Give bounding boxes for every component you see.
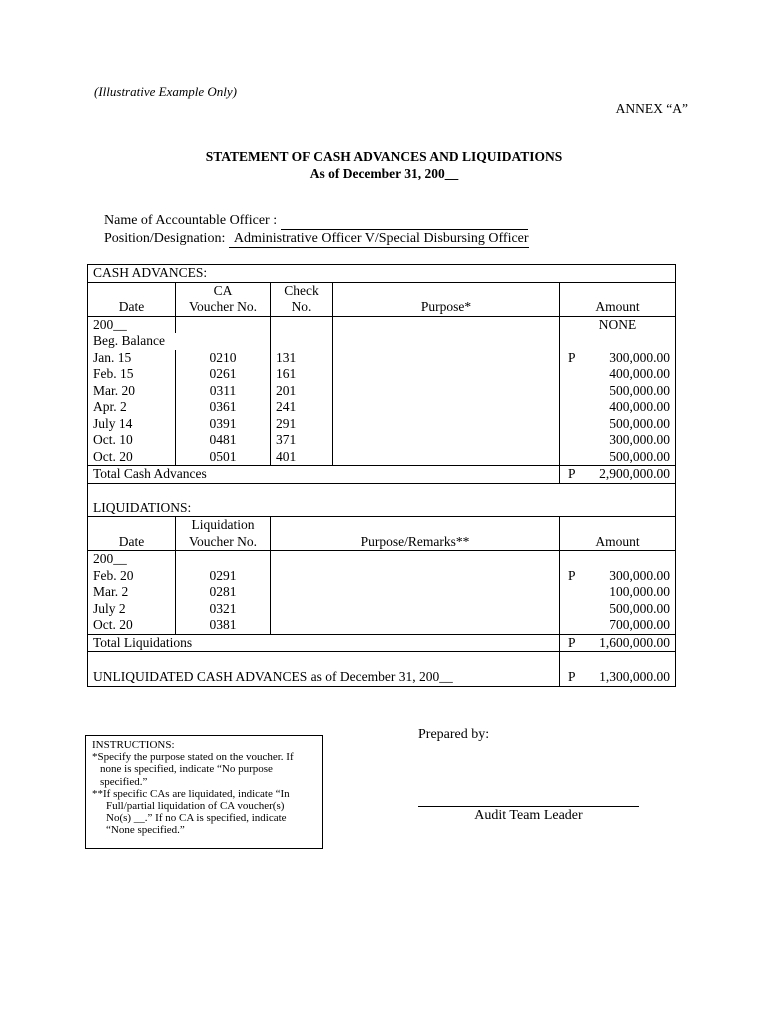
row-date: Mar. 2 <box>88 584 176 601</box>
liq-header-voucher-line1: Liquidation <box>191 517 255 532</box>
row-check-no: 201 <box>271 383 333 400</box>
amount-value: 500,000.00 <box>609 600 671 616</box>
table-row <box>88 568 676 585</box>
liquidations-header-row <box>88 517 676 551</box>
liq-year-label: 200__ <box>88 551 176 568</box>
row-purpose <box>333 366 560 383</box>
signature-role: Audit Team Leader <box>474 808 583 823</box>
table-row <box>88 584 676 601</box>
ca-total-label: Total Cash Advances <box>88 466 560 484</box>
row-date: Oct. 10 <box>88 432 176 449</box>
annex-label: ANNEX “A” <box>615 101 688 116</box>
row-voucher-no: 0391 <box>176 416 271 433</box>
instruction-line: No(s) __.” If no CA is specified, indicate <box>106 812 287 825</box>
amount-cell <box>560 350 676 367</box>
currency-symbol <box>565 601 568 618</box>
row-check-no: 131 <box>271 350 333 367</box>
row-voucher-no: 0281 <box>176 584 271 601</box>
row-date: Feb. 20 <box>88 568 176 585</box>
ca-header-voucher-line1: CA <box>213 282 233 298</box>
row-check-no: 401 <box>271 449 333 466</box>
amount-value: 400,000.00 <box>609 399 671 414</box>
unliquidated-cell <box>560 652 676 687</box>
table-row <box>88 383 676 400</box>
cash-advances-section-label: CASH ADVANCES: <box>88 265 676 283</box>
document-title: STATEMENT OF CASH ADVANCES AND LIQUIDATIONS <box>205 149 563 164</box>
row-date: Jan. 15 <box>88 350 176 367</box>
row-purpose <box>333 383 560 400</box>
row-date: Oct. 20 <box>88 617 176 634</box>
currency-symbol: P <box>568 567 576 583</box>
ledger-table <box>87 264 676 687</box>
row-purpose <box>333 350 560 367</box>
signature-line <box>418 806 639 807</box>
liq-total-row <box>88 634 676 652</box>
ca-beg-balance-value: NONE <box>560 316 676 333</box>
amount-cell <box>560 449 676 466</box>
liquidations-section-label: LIQUIDATIONS: <box>88 500 676 517</box>
amount-value: 100,000.00 <box>609 584 671 599</box>
instruction-line: *Specify the purpose stated on the voucher. If <box>92 751 294 764</box>
row-purpose-remarks <box>271 601 560 618</box>
row-voucher-no: 0311 <box>176 383 271 400</box>
illustrative-note: (Illustrative Example Only) <box>94 84 237 99</box>
amount-cell <box>560 416 676 433</box>
cash-advances-header-row <box>88 282 676 316</box>
amount-cell <box>560 617 676 634</box>
prepared-by-label: Prepared by: <box>418 727 490 742</box>
instruction-line: “None specified.” <box>106 824 185 837</box>
instruction-line: **If specific CAs are liquidated, indicate “In <box>92 787 290 800</box>
currency-symbol <box>565 449 568 466</box>
currency-symbol <box>565 383 568 400</box>
currency-symbol: P <box>568 349 576 365</box>
officer-position-label: Position/Designation: <box>104 231 226 246</box>
officer-name-label: Name of Accountable Officer : <box>104 213 278 228</box>
row-purpose-remarks <box>271 568 560 585</box>
instruction-line: none is specified, indicate “No purpose <box>100 763 273 776</box>
row-purpose <box>333 432 560 449</box>
table-row <box>88 350 676 367</box>
amount-cell <box>560 366 676 383</box>
currency-symbol <box>565 617 568 634</box>
ca-year-label: 200__ <box>88 316 176 333</box>
table-row <box>88 601 676 618</box>
amount-cell <box>560 383 676 400</box>
currency-symbol <box>565 432 568 449</box>
row-purpose-remarks <box>271 617 560 634</box>
row-purpose <box>333 399 560 416</box>
ca-total-cell <box>560 466 676 484</box>
row-date: July 2 <box>88 601 176 618</box>
instruction-line: specified.” <box>100 775 148 788</box>
row-purpose <box>333 416 560 433</box>
ca-total-row <box>88 466 676 484</box>
amount-value: 500,000.00 <box>609 415 671 431</box>
officer-name-row <box>104 213 528 230</box>
amount-value: 700,000.00 <box>609 617 671 632</box>
currency-symbol <box>565 584 568 601</box>
row-voucher-no: 0210 <box>176 350 271 367</box>
table-row <box>88 617 676 634</box>
liq-total-value: 1,600,000.00 <box>599 634 671 650</box>
table-row <box>88 432 676 449</box>
liq-header-amount: Amount <box>560 517 676 551</box>
currency-symbol <box>565 366 568 383</box>
document-subtitle: As of December 31, 200__ <box>309 166 459 181</box>
row-voucher-no: 0261 <box>176 366 271 383</box>
officer-position-value: Administrative Officer V/Special Disbursing Officer <box>229 231 529 248</box>
row-date: Oct. 20 <box>88 449 176 466</box>
unliquidated-value: 1,300,000.00 <box>599 669 671 684</box>
row-date: July 14 <box>88 416 176 433</box>
row-voucher-no: 0381 <box>176 617 271 634</box>
row-voucher-no: 0291 <box>176 568 271 585</box>
ca-header-check-line1: Check <box>284 282 319 298</box>
amount-value: 500,000.00 <box>609 448 671 464</box>
amount-cell <box>560 399 676 416</box>
row-check-no: 291 <box>271 416 333 433</box>
amount-cell <box>560 432 676 449</box>
ca-beg-balance-row <box>88 333 676 350</box>
ca-header-date: Date <box>88 282 176 316</box>
table-row <box>88 416 676 433</box>
unliquidated-label: UNLIQUIDATED CASH ADVANCES as of December 31, 200__ <box>88 652 560 687</box>
row-voucher-no: 0321 <box>176 601 271 618</box>
row-check-no: 241 <box>271 399 333 416</box>
ca-header-check <box>271 282 333 316</box>
row-date: Feb. 15 <box>88 366 176 383</box>
row-voucher-no: 0481 <box>176 432 271 449</box>
ca-header-voucher <box>176 282 271 316</box>
amount-value: 300,000.00 <box>609 567 671 583</box>
liq-header-date: Date <box>88 517 176 551</box>
row-voucher-no: 0361 <box>176 399 271 416</box>
currency-symbol <box>565 416 568 433</box>
row-check-no: 371 <box>271 432 333 449</box>
liq-total-cell <box>560 634 676 652</box>
liq-total-currency: P <box>568 634 576 650</box>
amount-cell <box>560 568 676 585</box>
ca-header-check-line2: No. <box>291 299 312 314</box>
instructions-title: INSTRUCTIONS: <box>92 739 175 751</box>
amount-cell <box>560 584 676 601</box>
row-check-no: 161 <box>271 366 333 383</box>
row-date: Mar. 20 <box>88 383 176 400</box>
amount-value: 500,000.00 <box>609 382 671 398</box>
ca-header-amount: Amount <box>560 282 676 316</box>
officer-position-row <box>104 231 529 248</box>
table-row <box>88 399 676 416</box>
amount-value: 300,000.00 <box>609 432 671 447</box>
liq-header-voucher <box>176 517 271 551</box>
liq-total-label: Total Liquidations <box>88 634 560 652</box>
unliquidated-row <box>88 652 676 687</box>
amount-cell <box>560 601 676 618</box>
amount-value: 400,000.00 <box>609 366 671 381</box>
ca-header-voucher-line2: Voucher No. <box>189 299 257 314</box>
officer-name-blank <box>281 213 528 230</box>
row-voucher-no: 0501 <box>176 449 271 466</box>
ca-total-currency: P <box>568 466 576 481</box>
row-purpose-remarks <box>271 584 560 601</box>
liq-year-row <box>88 551 676 568</box>
ca-beg-balance-label: Beg. Balance <box>88 333 271 350</box>
liq-header-voucher-line2: Voucher No. <box>189 533 257 549</box>
unliquidated-currency: P <box>568 669 576 684</box>
currency-symbol <box>565 399 568 416</box>
ca-year-row <box>88 316 676 333</box>
table-row <box>88 366 676 383</box>
row-purpose <box>333 449 560 466</box>
instruction-line: Full/partial liquidation of CA voucher(s) <box>106 800 285 813</box>
instructions-box <box>85 735 323 849</box>
table-row <box>88 449 676 466</box>
ca-header-purpose: Purpose* <box>333 282 560 316</box>
ca-total-value: 2,900,000.00 <box>599 466 671 481</box>
row-date: Apr. 2 <box>88 399 176 416</box>
liq-header-purpose: Purpose/Remarks** <box>271 517 560 551</box>
amount-value: 300,000.00 <box>609 349 671 365</box>
